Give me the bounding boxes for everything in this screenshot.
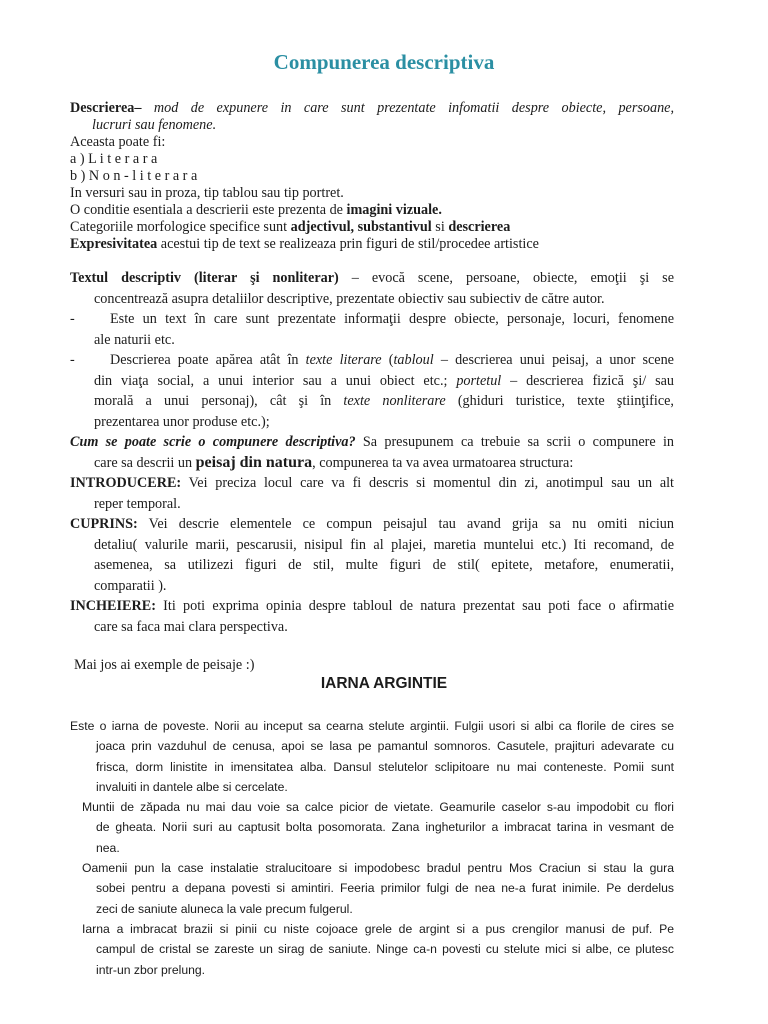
example-p4-line: campul de cristal se zareste un sirag de saniute. Ninge ca-n povesti cu stelute mici si albe, ce plutesc [96,942,674,957]
bullet-1-text: Este un text în care sunt prezentate informaţii despre obiecte, personaje, locuri, fenomene [110,311,674,327]
bullet-2-line-4: prezentarea unor produse etc.); [94,413,270,430]
example-p3-line: zeci de saniute aluneca la vale precum fulgerul. [96,901,353,916]
page-title: Compunerea descriptiva [273,50,495,74]
example-p3-line: Oamenii pun la case instalatie stralucitoare si impodobesc bradul pentru Mos Craciun si stau la gura [82,861,674,876]
introducere-cont: reper temporal. [94,495,181,512]
examples-intro: Mai jos ai exemple de peisaje :) [74,657,255,673]
condition-line [70,202,674,219]
bullet-2-mid-2: – descrierea unui peisaj, a unor scene [433,352,674,368]
bullet-item-1 [70,309,674,330]
expressivity-line [70,236,674,253]
question-text: Sa presupunem ca trebuie sa scrii o compunere in [355,434,675,450]
bullet-2-line-3-italic: texte nonliterare [343,393,446,409]
textul-lead-text: – evocă scene, persoane, obiecte, emoţii şi se [338,270,674,286]
expressivity-text: acestui tip de text se realizeaza prin figuri de stil/procedee artistice [157,236,539,252]
introducere-label: INTRODUCERE: [70,475,182,491]
definition-term: Descrierea [70,100,135,116]
definition-text-cont: lucruri sau fenomene. [92,117,217,133]
question-line-2 [70,453,674,474]
introducere-line [70,473,674,494]
definition-text: mod de expunere in care sunt prezentate infomatii despre obiecte, persoane, [153,100,675,116]
incheiere-line [70,596,674,617]
morphology-line [70,219,674,236]
cuprins-line-3: asemenea, sa utilizezi figuri de stil, multe figuri de stil( epitete, metafore, enumeratii, [94,557,674,573]
morphology-bold: adjectivul, substantivul [290,219,432,235]
example-p1-line: joaca prin vazduhul de cenusa, apoi se lasa pe pamantul somnoros. Casutele, prajituri adevarate cu [96,739,674,754]
bullet-dash: - [70,311,75,327]
question-line [70,432,674,453]
incheiere-label: INCHEIERE: [70,598,156,614]
example-p3-line: sobei pentru a depana povesti si amintiri. Feeria primilor fulgi de nea ne-a furat inimile. Pe derdelus [96,881,674,896]
example-heading: IARNA ARGINTIE [320,675,448,692]
example-p1-line: frisca, dorm linistite in imensitatea alba. Dansul stelutelor sclipitoare nu mai conteneste. Pomii sunt [96,759,674,774]
incheiere-text: Iti poti exprima opinia despre tabloul de natura prezentat sau poti face o afirmatie [155,598,674,614]
example-text [70,716,674,980]
question-line-2-pre: care sa descrii un [94,454,196,471]
bullet-2-text [94,352,674,368]
definition-separator: – [134,100,154,116]
forms-line: In versuri sau in proza, tip tablou sau tip portret. [70,185,344,201]
bullet-2-pre: Descrierea poate apărea atât în [110,352,306,368]
bullet-2-mid: ( [381,352,394,368]
definition-section [70,100,674,253]
cuprins-line [70,514,674,535]
textul-lead-line [70,268,674,289]
cuprins-line-2: detaliu( valurile marii, pescarusii, nisipul fin al plajei, maretia muntelui etc.) Iti recomand, de [94,536,674,553]
bullet-dash: - [70,352,75,368]
introducere-text: Vei preciza locul care va fi descris si momentul din zi, anotimpul sau un alt [181,475,674,491]
example-p2-line: Muntii de zăpada nu mai dau voie sa calce picior de vietate. Geamurile caselor s-au impodobit cu flori [82,800,674,815]
bullet-2-line-3-pre: morală a unui personaj), cât şi în [94,393,344,409]
definition-line [70,100,674,117]
bullet-2-line-3 [70,391,674,412]
example-p4-line: Iarna a imbracat brazii si pinii cu niste cojoace grele de argint si a pus crengilor manusi de puf. Pe [82,921,674,936]
morphology-bold-2: descrierea [448,219,511,235]
textul-lead-cont: concentrează asupra detaliilor descriptive, prezentate obiectiv sau subiectiv de către autor. [94,290,605,307]
example-p2-line: de gheata. Norii suri au captusit bolta posomorata. Zana ingheturilor a imbracat tarina in vesmant de [96,820,674,835]
textul-descriptiv-section [70,268,674,637]
cuprins-text: Vei descrie elementele ce compun peisajul tau avand grija sa nu omiti niciun [137,516,674,532]
bullet-item-2 [70,350,674,371]
example-p2-line: nea. [96,840,120,855]
bullet-2-line-2-pre: din viaţa social, a unui interior sau a unui obiect etc.; [94,372,457,389]
bullet-2-line-3-rest: (ghiduri turistice, texte ştiinţifice, [445,393,674,409]
bullet-1-cont: ale naturii etc. [94,331,175,348]
condition-bold: imagini vizuale. [346,202,442,218]
cuprins-line-4: comparatii ). [94,577,167,594]
example-p1-line: invaluiti in dantele albe si cercelate. [96,779,288,794]
bullet-2-line-2 [70,371,674,392]
condition-text: O conditie esentiala a descrierii este prezenta de [70,202,347,218]
morphology-si: si [431,219,449,235]
peisaj-emphasis: peisaj din natura [195,453,313,471]
bullet-2-line-2-italic: portetul [456,372,502,389]
bullet-2-italic-2: tabloul [393,352,434,368]
bullet-2-italic-1: texte literare [305,352,382,368]
cuprins-label: CUPRINS: [70,516,138,532]
types-intro: Aceasta poate fi: [70,134,166,150]
example-p1-line: Este o iarna de poveste. Norii au inceput sa cearna stelute argintii. Fulgii usori si albi ca florile de cires se [70,719,674,733]
type-literara: a ) L i t e r a r a [70,151,158,167]
expressivity-term: Expresivitatea [70,236,158,252]
example-p4-line: intr-un zbor prelung. [96,962,206,977]
question-bold-italic: Cum se poate scrie o compunere descriptiva? [70,434,356,450]
bullet-2-line-2-rest: – descrierea fizică şi/ sau [501,372,674,389]
morphology-text: Categoriile morfologice specifice sunt [70,219,291,235]
textul-lead-bold: Textul descriptiv (literar şi nonliterar) [70,270,339,286]
incheiere-cont: care sa faca mai clara perspectiva. [94,618,288,635]
question-line-2-rest: , compunerea ta va avea urmatoarea structura: [312,454,574,471]
type-nonliterara: b ) N o n - l i t e r a r a [70,168,198,184]
